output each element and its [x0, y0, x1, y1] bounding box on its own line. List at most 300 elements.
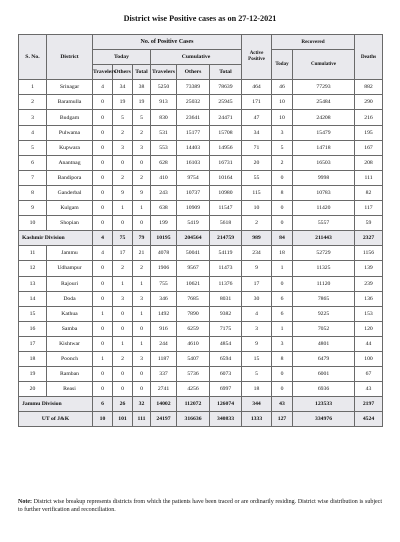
subheader-cumulative-total: Total: [210, 65, 242, 80]
table-cell: 111: [133, 412, 151, 427]
table-cell: 638: [151, 201, 177, 216]
table-cell: 9382: [210, 306, 242, 321]
table-cell: 1156: [355, 246, 383, 261]
note-label: Note:: [18, 499, 32, 505]
table-cell: 3: [133, 140, 151, 155]
table-row: [19, 140, 383, 155]
table-row: [19, 246, 383, 261]
table-cell: 3: [113, 140, 133, 155]
table-cell: 0: [93, 125, 113, 140]
row-number: 3: [19, 110, 47, 125]
table-cell: 117: [355, 201, 383, 216]
table-cell: 18: [272, 246, 293, 261]
table-cell: 989: [242, 231, 272, 246]
table-cell: 0: [113, 155, 133, 170]
kashmir-division-row: [19, 231, 383, 246]
table-cell: 10: [272, 95, 293, 110]
table-row: [19, 125, 383, 140]
table-cell: 167: [355, 140, 383, 155]
table-cell: 10783: [293, 185, 355, 200]
table-cell: 0: [93, 276, 113, 291]
header-deaths: Deaths: [355, 35, 383, 80]
table-cell: 112072: [177, 397, 210, 412]
district-name: Kishtwar: [47, 336, 93, 351]
row-number: 13: [19, 276, 47, 291]
table-cell: 47: [242, 110, 272, 125]
district-name: Srinagar: [47, 80, 93, 95]
table-cell: 71: [242, 140, 272, 155]
row-number: 10: [19, 216, 47, 231]
table-cell: 5618: [210, 216, 242, 231]
table-cell: 2: [113, 261, 133, 276]
table-cell: 5: [113, 110, 133, 125]
table-cell: 531: [151, 125, 177, 140]
district-name: Ramban: [47, 367, 93, 382]
table-cell: 0: [93, 336, 113, 351]
table-cell: 11547: [210, 201, 242, 216]
table-row: [19, 306, 383, 321]
table-cell: 410: [151, 170, 177, 185]
table-cell: 340833: [210, 412, 242, 427]
table-cell: 25484: [293, 95, 355, 110]
table-cell: 214759: [210, 231, 242, 246]
district-name: Reasi: [47, 382, 93, 397]
table-cell: 239: [355, 276, 383, 291]
table-cell: 0: [93, 110, 113, 125]
note-text: District wise breakup represents districts from which the patients have been traced or are ordinarily residing. District wise distribution is subject to further verification and reconciliation.: [18, 499, 382, 514]
table-cell: 0: [93, 367, 113, 382]
header-today: Today: [93, 50, 151, 65]
table-cell: 2: [113, 351, 133, 366]
table-cell: 4256: [177, 382, 210, 397]
district-name: Pulwama: [47, 125, 93, 140]
row-number: 14: [19, 291, 47, 306]
table-cell: 24208: [293, 110, 355, 125]
table-row: [19, 201, 383, 216]
row-number: 19: [19, 367, 47, 382]
table-cell: 16103: [177, 155, 210, 170]
table-cell: 1: [113, 201, 133, 216]
row-number: 8: [19, 185, 47, 200]
row-number: 4: [19, 125, 47, 140]
table-cell: 15708: [210, 125, 242, 140]
table-cell: 0: [93, 95, 113, 110]
table-row: [19, 216, 383, 231]
table-cell: 830: [151, 110, 177, 125]
table-cell: 11376: [210, 276, 242, 291]
footnote: [18, 498, 382, 515]
district-name: Udhampur: [47, 261, 93, 276]
table-cell: 1: [93, 306, 113, 321]
table-cell: 59: [355, 216, 383, 231]
table-cell: 0: [133, 382, 151, 397]
table-cell: 628: [151, 155, 177, 170]
table-cell: 19: [113, 95, 133, 110]
table-cell: 24471: [210, 110, 242, 125]
table-cell: 38: [133, 80, 151, 95]
table-cell: 6259: [177, 321, 210, 336]
table-cell: 346: [151, 291, 177, 306]
table-cell: 127: [272, 412, 293, 427]
district-name: Bandipora: [47, 170, 93, 185]
table-cell: 43: [272, 397, 293, 412]
table-cell: 153: [355, 306, 383, 321]
table-cell: 10909: [177, 201, 210, 216]
table-cell: 6594: [210, 351, 242, 366]
district-name: Kulgam: [47, 201, 93, 216]
table-cell: 10: [93, 412, 113, 427]
district-name: Poonch: [47, 351, 93, 366]
table-cell: 0: [272, 201, 293, 216]
table-cell: 18: [242, 382, 272, 397]
table-cell: 0: [272, 170, 293, 185]
table-cell: 0: [272, 276, 293, 291]
table-cell: 9: [133, 185, 151, 200]
table-cell: 120: [355, 321, 383, 336]
table-cell: 243: [151, 185, 177, 200]
table-cell: 2: [133, 170, 151, 185]
table-cell: 15177: [177, 125, 210, 140]
table-cell: 0: [272, 382, 293, 397]
header-recovered: Recovered: [272, 35, 355, 50]
table-cell: 3: [133, 291, 151, 306]
table-cell: 195: [355, 125, 383, 140]
table-cell: 77293: [293, 80, 355, 95]
table-cell: 1: [272, 321, 293, 336]
table-cell: 2: [272, 155, 293, 170]
table-row: [19, 110, 383, 125]
table-cell: 17: [242, 276, 272, 291]
header-active-positive: Active Positive: [242, 35, 272, 80]
district-name: Rajouri: [47, 276, 93, 291]
table-cell: 3: [272, 125, 293, 140]
table-cell: 0: [133, 155, 151, 170]
table-cell: 4: [93, 80, 113, 95]
table-cell: 1: [133, 201, 151, 216]
table-cell: 199: [151, 216, 177, 231]
district-name: Kupwara: [47, 140, 93, 155]
page-title: District wise Positive cases as on 27-12-2021: [123, 14, 277, 23]
table-cell: 3: [113, 291, 133, 306]
table-cell: 204564: [177, 231, 210, 246]
cases-table: [18, 34, 383, 427]
table-cell: 244: [151, 336, 177, 351]
row-number: 2: [19, 95, 47, 110]
table-cell: 54119: [210, 246, 242, 261]
table-cell: 21: [133, 246, 151, 261]
table-cell: 115: [242, 185, 272, 200]
table-cell: 73389: [177, 80, 210, 95]
subheader-today-others: Others: [113, 65, 133, 80]
table-cell: 10737: [177, 185, 210, 200]
table-cell: 7052: [293, 321, 355, 336]
table-cell: 2: [133, 125, 151, 140]
row-number: 20: [19, 382, 47, 397]
table-cell: 43: [355, 382, 383, 397]
table-cell: 14403: [177, 140, 210, 155]
table-cell: 0: [93, 382, 113, 397]
table-cell: 9: [113, 185, 133, 200]
table-cell: 464: [242, 80, 272, 95]
table-cell: 50041: [177, 246, 210, 261]
table-cell: 8031: [210, 291, 242, 306]
table-cell: 1: [93, 351, 113, 366]
table-cell: 211443: [293, 231, 355, 246]
table-cell: 15: [242, 351, 272, 366]
table-cell: 2: [113, 125, 133, 140]
table-cell: 6073: [210, 367, 242, 382]
district-name: Jammu: [47, 246, 93, 261]
jammu-division-label: Jammu Division: [19, 397, 93, 412]
table-cell: 234: [242, 246, 272, 261]
table-cell: 7685: [177, 291, 210, 306]
table-cell: 23641: [177, 110, 210, 125]
table-cell: 3: [133, 351, 151, 366]
ut-total-label: UT of J&K: [19, 412, 93, 427]
table-cell: 0: [93, 201, 113, 216]
district-name: Baramulla: [47, 95, 93, 110]
table-cell: 208: [355, 155, 383, 170]
table-cell: 8: [272, 351, 293, 366]
table-cell: 1333: [242, 412, 272, 427]
table-cell: 7890: [177, 306, 210, 321]
table-cell: 4801: [293, 336, 355, 351]
subheader-today-total: Total: [133, 65, 151, 80]
table-cell: 5419: [177, 216, 210, 231]
table-cell: 0: [93, 291, 113, 306]
table-cell: 337: [151, 367, 177, 382]
table-cell: 6479: [293, 351, 355, 366]
table-cell: 6936: [293, 382, 355, 397]
table-cell: 916: [151, 321, 177, 336]
district-name: Samba: [47, 321, 93, 336]
table-row: [19, 170, 383, 185]
table-row: [19, 185, 383, 200]
row-number: 16: [19, 321, 47, 336]
table-cell: 9225: [293, 306, 355, 321]
table-cell: 0: [93, 170, 113, 185]
table-cell: 9: [242, 261, 272, 276]
table-row: [19, 351, 383, 366]
header-positive-cases: No. of Positive Cases: [93, 35, 242, 50]
table-cell: 6001: [293, 367, 355, 382]
jammu-rows: [19, 246, 383, 397]
table-cell: 14002: [151, 397, 177, 412]
table-cell: 44: [355, 336, 383, 351]
table-cell: 84: [272, 231, 293, 246]
table-cell: 0: [113, 382, 133, 397]
table-cell: 4854: [210, 336, 242, 351]
table-cell: 316636: [177, 412, 210, 427]
table-cell: 2: [242, 216, 272, 231]
row-number: 17: [19, 336, 47, 351]
table-cell: 0: [133, 321, 151, 336]
table-cell: 79: [133, 231, 151, 246]
table-cell: 1906: [151, 261, 177, 276]
table-cell: 10: [242, 201, 272, 216]
table-cell: 4524: [355, 412, 383, 427]
table-row: [19, 261, 383, 276]
subheader-today-travelers: Travelers: [93, 65, 113, 80]
table-cell: 0: [113, 367, 133, 382]
table-cell: 25032: [177, 95, 210, 110]
table-cell: 78639: [210, 80, 242, 95]
table-cell: 344: [242, 397, 272, 412]
table-cell: 882: [355, 80, 383, 95]
table-row: [19, 336, 383, 351]
table-cell: 100: [355, 351, 383, 366]
table-cell: 30: [242, 291, 272, 306]
table-cell: 0: [93, 261, 113, 276]
table-cell: 19: [133, 95, 151, 110]
table-row: [19, 276, 383, 291]
table-cell: 67: [355, 367, 383, 382]
table-cell: 101: [113, 412, 133, 427]
table-cell: 5736: [177, 367, 210, 382]
table-cell: 139: [355, 261, 383, 276]
row-number: 15: [19, 306, 47, 321]
table-cell: 0: [113, 306, 133, 321]
table-cell: 913: [151, 95, 177, 110]
table-cell: 2197: [355, 397, 383, 412]
jammu-division-row: [19, 397, 383, 412]
table-row: [19, 382, 383, 397]
header-recovered-cumulative: Cumulative: [293, 50, 355, 80]
table-cell: 2: [133, 261, 151, 276]
table-cell: 0: [93, 140, 113, 155]
table-cell: 11473: [210, 261, 242, 276]
table-cell: 55: [242, 170, 272, 185]
table-cell: 46: [272, 80, 293, 95]
table-cell: 2741: [151, 382, 177, 397]
table-cell: 0: [272, 216, 293, 231]
table-cell: 9754: [177, 170, 210, 185]
table-cell: 2: [113, 170, 133, 185]
district-name: Kathua: [47, 306, 93, 321]
table-cell: 0: [93, 185, 113, 200]
table-cell: 1: [133, 276, 151, 291]
row-number: 6: [19, 155, 47, 170]
table-cell: 4: [93, 246, 113, 261]
table-row: [19, 95, 383, 110]
kashmir-division-label: Kashmir Division: [19, 231, 93, 246]
district-name: Ganderbal: [47, 185, 93, 200]
table-cell: 9567: [177, 261, 210, 276]
table-cell: 10980: [210, 185, 242, 200]
district-name: Anantnag: [47, 155, 93, 170]
row-number: 9: [19, 201, 47, 216]
table-cell: 0: [133, 216, 151, 231]
table-cell: 1: [272, 261, 293, 276]
table-cell: 4: [93, 231, 113, 246]
table-cell: 52729: [293, 246, 355, 261]
table-row: [19, 367, 383, 382]
table-cell: 34: [113, 80, 133, 95]
row-number: 1: [19, 80, 47, 95]
table-cell: 0: [113, 321, 133, 336]
table-cell: 16503: [293, 155, 355, 170]
table-cell: 0: [113, 216, 133, 231]
table-cell: 9998: [293, 170, 355, 185]
table-cell: 7175: [210, 321, 242, 336]
table-cell: 126074: [210, 397, 242, 412]
table-row: [19, 291, 383, 306]
table-cell: 0: [93, 216, 113, 231]
kashmir-rows: [19, 80, 383, 231]
table-cell: 5: [133, 110, 151, 125]
table-cell: 171: [242, 95, 272, 110]
table-cell: 111: [355, 170, 383, 185]
table-cell: 20: [242, 155, 272, 170]
table-cell: 1492: [151, 306, 177, 321]
table-cell: 5557: [293, 216, 355, 231]
table-cell: 5: [272, 140, 293, 155]
district-name: Budgam: [47, 110, 93, 125]
table-cell: 1: [133, 336, 151, 351]
table-cell: 0: [93, 155, 113, 170]
table-cell: 10195: [151, 231, 177, 246]
table-cell: 24197: [151, 412, 177, 427]
table-cell: 5: [242, 367, 272, 382]
table-row: [19, 321, 383, 336]
header-recovered-today: Today: [272, 50, 293, 80]
table-cell: 25945: [210, 95, 242, 110]
table-cell: 17: [113, 246, 133, 261]
row-number: 7: [19, 170, 47, 185]
table-cell: 75: [113, 231, 133, 246]
table-cell: 3: [272, 336, 293, 351]
table-cell: 10: [272, 110, 293, 125]
table-row: [19, 80, 383, 95]
table-cell: 10621: [177, 276, 210, 291]
district-name: Doda: [47, 291, 93, 306]
table-cell: 0: [133, 367, 151, 382]
row-number: 11: [19, 246, 47, 261]
table-cell: 8: [272, 185, 293, 200]
table-row: [19, 155, 383, 170]
table-cell: 6: [93, 397, 113, 412]
table-cell: 16731: [210, 155, 242, 170]
table-cell: 6997: [210, 382, 242, 397]
table-cell: 11420: [293, 201, 355, 216]
table-cell: 7865: [293, 291, 355, 306]
table-cell: 216: [355, 110, 383, 125]
table-cell: 5250: [151, 80, 177, 95]
table-cell: 290: [355, 95, 383, 110]
table-cell: 755: [151, 276, 177, 291]
table-cell: 1187: [151, 351, 177, 366]
table-cell: 4610: [177, 336, 210, 351]
table-cell: 14718: [293, 140, 355, 155]
table-cell: 15479: [293, 125, 355, 140]
table-cell: 4: [242, 306, 272, 321]
table-cell: 10164: [210, 170, 242, 185]
table-cell: 11325: [293, 261, 355, 276]
header-district: District: [47, 35, 93, 80]
row-number: 12: [19, 261, 47, 276]
table-cell: 6: [272, 291, 293, 306]
table-cell: 3: [242, 321, 272, 336]
subheader-cumulative-travelers: Travelers: [151, 65, 177, 80]
table-cell: 1: [133, 306, 151, 321]
ut-total-row: [19, 412, 383, 427]
table-cell: 32: [133, 397, 151, 412]
table-cell: 1: [113, 336, 133, 351]
table-cell: 9: [242, 336, 272, 351]
table-cell: 123533: [293, 397, 355, 412]
subheader-cumulative-others: Others: [177, 65, 210, 80]
district-name: Shopian: [47, 216, 93, 231]
